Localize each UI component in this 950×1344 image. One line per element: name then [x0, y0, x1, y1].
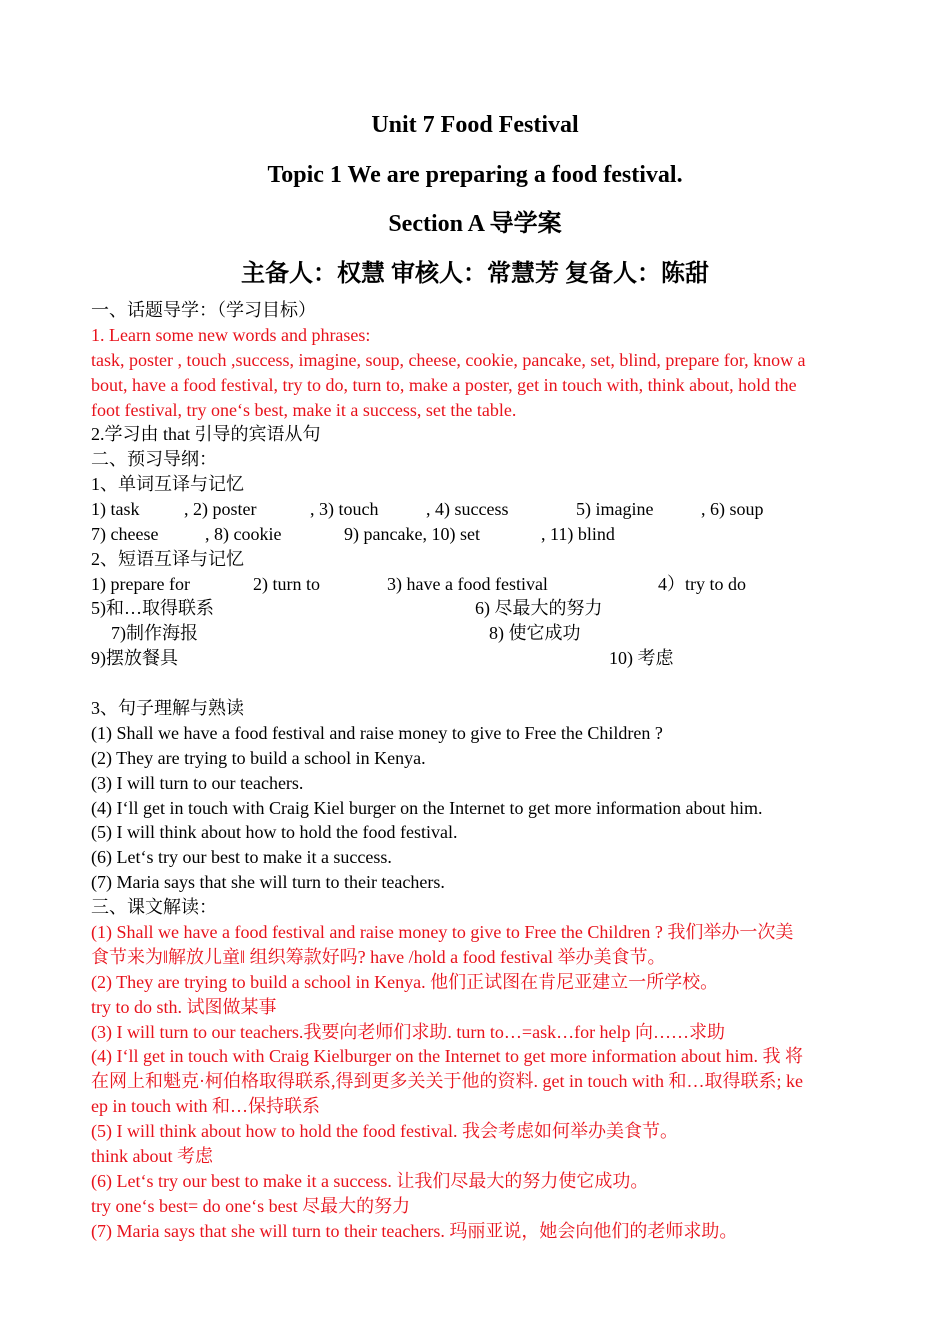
word-item: , 3) touch	[310, 499, 379, 519]
explanation-line: (2) They are trying to build a school in Kenya. 他们正试图在肯尼亚建立一所学校。	[91, 972, 719, 992]
phrase-item: 3) have a food festival	[387, 574, 548, 594]
topic-title: Topic 1 We are preparing a food festival.	[267, 162, 683, 188]
goal1-heading: 1. Learn some new words and phrases:	[91, 325, 371, 345]
explanation-line: try to do sth. 试图做某事	[91, 997, 277, 1017]
phrase-item: 6) 尽最大的努力	[475, 598, 603, 618]
explanation-line: (4) I‘ll get in touch with Craig Kielburger on the Internet to get more information about him. 我 将	[91, 1046, 804, 1066]
sentence-line: (5) I will think about how to hold the food festival.	[91, 822, 458, 842]
explanation-line: think about 考虑	[91, 1146, 213, 1166]
explanation-line: (5) I will think about how to hold the food festival. 我会考虑如何举办美食节。	[91, 1121, 678, 1141]
section-title: Section A 导学案	[388, 211, 562, 237]
phrase-item: 4）try to do	[658, 574, 746, 594]
sentence-line: (2) They are trying to build a school in Kenya.	[91, 748, 426, 768]
part1-heading: 一、话题导学：（学习目标）	[91, 300, 316, 320]
phrase-item: 10) 考虑	[609, 648, 674, 668]
word-item: 9) pancake, 10) set	[344, 524, 480, 544]
sentence-line: (6) Let‘s try our best to make it a success.	[91, 847, 392, 867]
word-item: 5) imagine	[576, 499, 654, 519]
goal1-line: bout, have a food festival, try to do, turn to, make a poster, get in touch with, think about, hold the	[91, 375, 797, 395]
phrase-item: 5)和…取得联系	[91, 598, 214, 618]
phrase-item: 9)摆放餐具	[91, 648, 178, 668]
word-item: , 11) blind	[541, 524, 615, 544]
phrase-item: 8) 使它成功	[489, 623, 581, 643]
part3-heading: 三、课文解读：	[91, 897, 217, 917]
phrases-row	[0, 596, 950, 621]
sentence-line: (1) Shall we have a food festival and raise money to give to Free the Children ?	[91, 723, 663, 743]
word-item: , 4) success	[426, 499, 509, 519]
explanation-line: (3) I will turn to our teachers.我要向老师们求助. turn to…=ask…for help 向……求助	[91, 1022, 726, 1042]
goal2-line: 2.学习由 that 引导的宾语从句	[91, 424, 321, 444]
explanation-line: (6) Let‘s try our best to make it a success. 让我们尽最大的努力使它成功。	[91, 1171, 649, 1191]
unit-title: Unit 7 Food Festival	[371, 112, 579, 138]
sentence-line: (4) I‘ll get in touch with Craig Kiel burger on the Internet to get more information about him.	[91, 798, 763, 818]
words-row	[0, 497, 950, 522]
explanation-line: 在网上和魁克·柯伯格取得联系,得到更多关关于他的资料. get in touch with 和…取得联系; ke	[91, 1071, 803, 1091]
explanation-line: (7) Maria says that she will turn to their teachers. 玛丽亚说，她会向他们的老师求助。	[91, 1221, 738, 1241]
phrases-row	[0, 646, 950, 671]
word-item: , 8) cookie	[205, 524, 282, 544]
word-item: 7) cheese	[91, 524, 159, 544]
explanation-line: ep in touch with 和…保持联系	[91, 1096, 320, 1116]
goal1-line: task, poster , touch ,success, imagine, soup, cheese, cookie, pancake, set, blind, prepare for, know a	[91, 350, 806, 370]
explanation-line: try one‘s best= do one‘s best 尽最大的努力	[91, 1196, 411, 1216]
word-item: , 6) soup	[701, 499, 764, 519]
sentence-line: (3) I will turn to our teachers.	[91, 773, 304, 793]
sentences-heading: 3、句子理解与熟读	[91, 698, 244, 718]
word-item: 1) task	[91, 499, 140, 519]
phrases-row	[0, 572, 950, 597]
phrase-item: 7)制作海报	[111, 623, 198, 643]
explanation-line: 食节来为‖解放儿童‖ 组织筹款好吗? have /hold a food festival 举办美食节。	[91, 947, 666, 967]
explanation-line: (1) Shall we have a food festival and raise money to give to Free the Children ? 我们举办一次美	[91, 922, 794, 942]
word-item: , 2) poster	[184, 499, 257, 519]
phrases-heading: 2、短语互译与记忆	[91, 549, 244, 569]
words-heading: 1、单词互译与记忆	[91, 474, 244, 494]
sentence-line: (7) Maria says that she will turn to their teachers.	[91, 872, 445, 892]
words-row	[0, 522, 950, 547]
phrases-row	[0, 621, 950, 646]
phrase-item: 2) turn to	[253, 574, 320, 594]
part2-heading: 二、预习导纲：	[91, 449, 217, 469]
preparers-line: 主备人：权慧 审核人：常慧芳 复备人：陈甜	[241, 261, 709, 287]
phrase-item: 1) prepare for	[91, 574, 190, 594]
goal1-line: foot festival, try one‘s best, make it a success, set the table.	[91, 400, 517, 420]
